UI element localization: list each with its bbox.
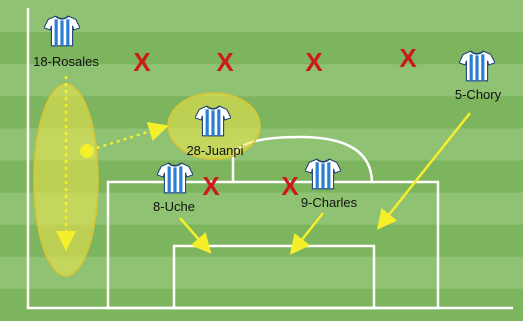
x-marker-icon: X [216, 47, 234, 77]
x-marker-icon: X [133, 47, 151, 77]
player-label: 28-Juanpi [186, 143, 244, 158]
x-marker-icon: X [202, 171, 220, 201]
x-marker-icon: X [281, 171, 299, 201]
player-label: 18-Rosales [33, 54, 99, 69]
x-marker-icon: X [399, 43, 417, 73]
player-label: 5-Chory [454, 87, 502, 102]
player-label: 8-Uche [153, 199, 195, 214]
x-marker-icon: X [305, 47, 323, 77]
player-label: 9-Charles [300, 195, 358, 210]
grass-stripe [0, 289, 523, 321]
ball [80, 144, 94, 158]
